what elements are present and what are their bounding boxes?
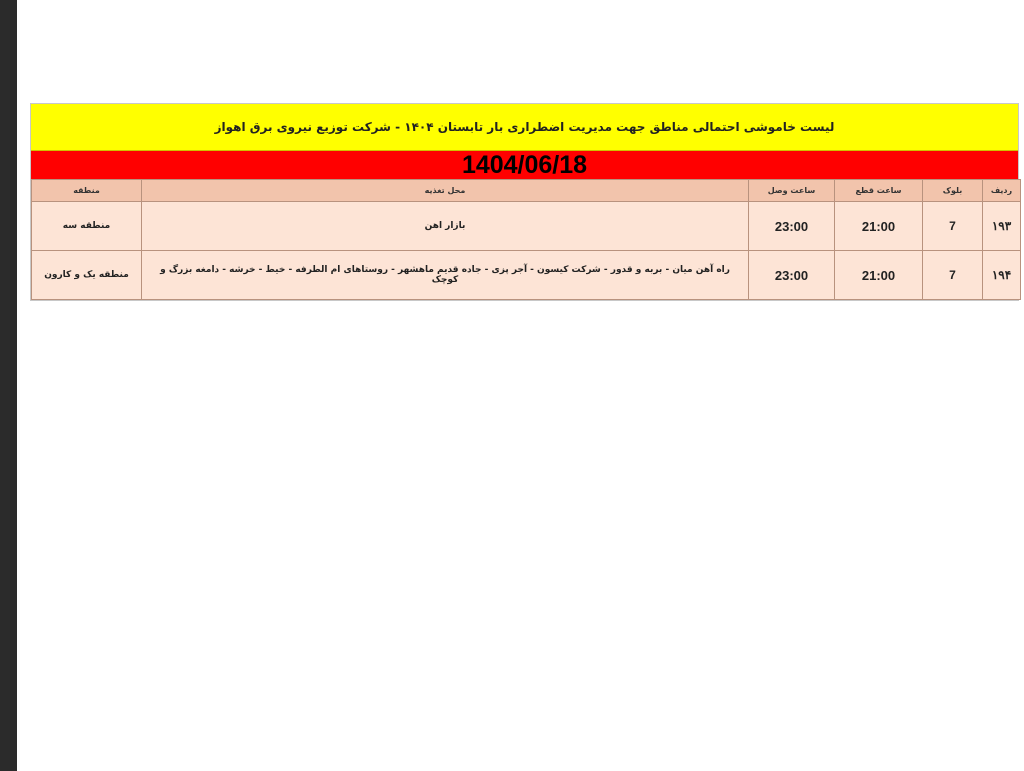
document-page	[17, 0, 1024, 771]
column-header-feed-location: محل تغذیه	[142, 180, 749, 202]
cell-cut-time: 21:00	[835, 202, 923, 251]
cell-block: 7	[923, 251, 983, 300]
table-row	[32, 251, 1021, 300]
table-row	[32, 202, 1021, 251]
table-header-row	[32, 180, 1021, 202]
column-header-block: بلوک	[923, 180, 983, 202]
outage-table	[31, 179, 1021, 300]
column-header-cut-time: ساعت قطع	[835, 180, 923, 202]
outage-sheet	[30, 103, 1019, 301]
column-header-connect-time: ساعت وصل	[749, 180, 835, 202]
column-header-region: منطقه	[32, 180, 142, 202]
cell-block: 7	[923, 202, 983, 251]
sheet-date: 1404/06/18	[31, 151, 1018, 179]
sheet-title: لیست خاموشی احتمالی مناطق جهت مدیریت اضطراری بار تابستان ۱۴۰۴ - شرکت توزیع نیروی برق اهواز	[31, 104, 1018, 151]
cell-region: منطقه یک و کارون	[32, 251, 142, 300]
cell-cut-time: 21:00	[835, 251, 923, 300]
cell-row-number: ۱۹۳	[983, 202, 1021, 251]
viewer-left-bar	[0, 0, 17, 771]
cell-feed-location: راه آهن میان - بربه و قدور - شرکت کیسون - آجر پزی - جاده قدیم ماهشهر - روستاهای ام الطرفه - خیط - خرشه - دامغه بزرگ و کوچک	[142, 251, 749, 300]
cell-region: منطقه سه	[32, 202, 142, 251]
cell-connect-time: 23:00	[749, 251, 835, 300]
cell-row-number: ۱۹۴	[983, 251, 1021, 300]
cell-connect-time: 23:00	[749, 202, 835, 251]
cell-feed-location: بازار اهن	[142, 202, 749, 251]
column-header-row-number: ردیف	[983, 180, 1021, 202]
